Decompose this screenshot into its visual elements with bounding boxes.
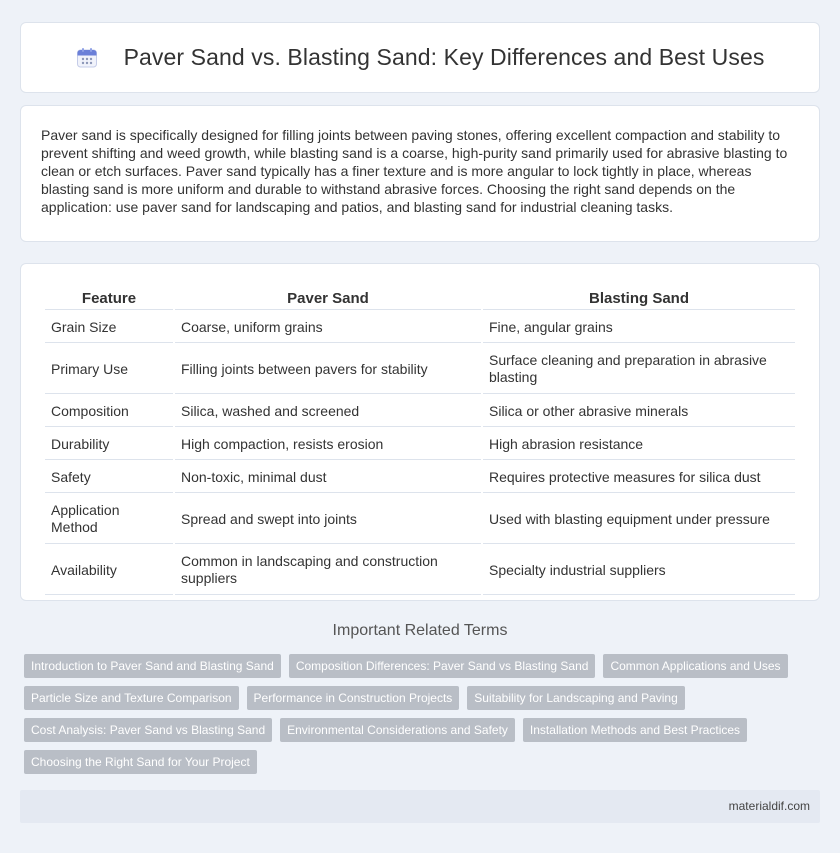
cell-paver-sand: Silica, washed and screened <box>175 396 481 427</box>
header-blasting-sand: Blasting Sand <box>483 286 795 310</box>
cell-feature: Composition <box>45 396 173 427</box>
cell-blasting-sand: Requires protective measures for silica dust <box>483 462 795 493</box>
table-row <box>45 345 795 394</box>
cell-feature: Application Method <box>45 495 173 544</box>
related-term-tag[interactable]: Environmental Considerations and Safety <box>280 718 515 742</box>
cell-paver-sand: Spread and swept into joints <box>175 495 481 544</box>
related-term-tag[interactable]: Performance in Construction Projects <box>247 686 460 710</box>
table-row <box>45 462 795 493</box>
cell-blasting-sand: Used with blasting equipment under pressure <box>483 495 795 544</box>
calendar-icon <box>76 47 98 69</box>
related-term-tag[interactable]: Composition Differences: Paver Sand vs Blasting Sand <box>289 654 596 678</box>
related-terms-list <box>24 654 814 774</box>
cell-paver-sand: High compaction, resists erosion <box>175 429 481 460</box>
cell-blasting-sand: Specialty industrial suppliers <box>483 546 795 595</box>
cell-feature: Safety <box>45 462 173 493</box>
footer-site-link[interactable]: materialdif.com <box>728 799 810 813</box>
cell-blasting-sand: Silica or other abrasive minerals <box>483 396 795 427</box>
table-row <box>45 495 795 544</box>
related-terms-title: Important Related Terms <box>332 622 508 639</box>
related-term-tag[interactable]: Cost Analysis: Paver Sand vs Blasting Sand <box>24 718 272 742</box>
header-paver-sand: Paver Sand <box>175 286 481 310</box>
table-header-row <box>45 286 795 310</box>
cell-blasting-sand: Surface cleaning and preparation in abrasive blasting <box>483 345 795 394</box>
cell-paver-sand: Common in landscaping and construction suppliers <box>175 546 481 595</box>
comparison-table-card <box>20 263 820 601</box>
intro-paragraph: Paver sand is specifically designed for filling joints between paving stones, offering excellent compaction and stability to prevent shifting and weed growth, while blasting sand is a coarse, high-purity sand primarily used for abrasive blasting to clean or etch surfaces. Paver sand typically has a finer texture and is more angular to lock tightly in place, whereas blasting sand is more uniform and durable to withstand abrasive forces. Choosing the right sand depends on the application: use paver sand for landscaping and patios, and blasting sand for industrial cleaning tasks. <box>41 127 788 215</box>
cell-paver-sand: Non-toxic, minimal dust <box>175 462 481 493</box>
header-feature: Feature <box>45 286 173 310</box>
related-term-tag[interactable]: Particle Size and Texture Comparison <box>24 686 239 710</box>
cell-feature: Durability <box>45 429 173 460</box>
table-row <box>45 312 795 343</box>
page-title: Paver Sand vs. Blasting Sand: Key Differences and Best Uses <box>123 44 765 70</box>
title-card <box>20 22 820 93</box>
related-term-tag[interactable]: Introduction to Paver Sand and Blasting Sand <box>24 654 281 678</box>
comparison-table <box>43 284 797 597</box>
intro-card <box>20 105 820 242</box>
cell-feature: Availability <box>45 546 173 595</box>
table-row <box>45 429 795 460</box>
table-row <box>45 546 795 595</box>
cell-paver-sand: Filling joints between pavers for stability <box>175 345 481 394</box>
related-term-tag[interactable]: Installation Methods and Best Practices <box>523 718 747 742</box>
cell-blasting-sand: Fine, angular grains <box>483 312 795 343</box>
related-term-tag[interactable]: Suitability for Landscaping and Paving <box>467 686 684 710</box>
cell-feature: Grain Size <box>45 312 173 343</box>
related-term-tag[interactable]: Common Applications and Uses <box>603 654 787 678</box>
cell-feature: Primary Use <box>45 345 173 394</box>
cell-blasting-sand: High abrasion resistance <box>483 429 795 460</box>
cell-paver-sand: Coarse, uniform grains <box>175 312 481 343</box>
related-term-tag[interactable]: Choosing the Right Sand for Your Project <box>24 750 257 774</box>
table-row <box>45 396 795 427</box>
footer <box>20 790 820 823</box>
